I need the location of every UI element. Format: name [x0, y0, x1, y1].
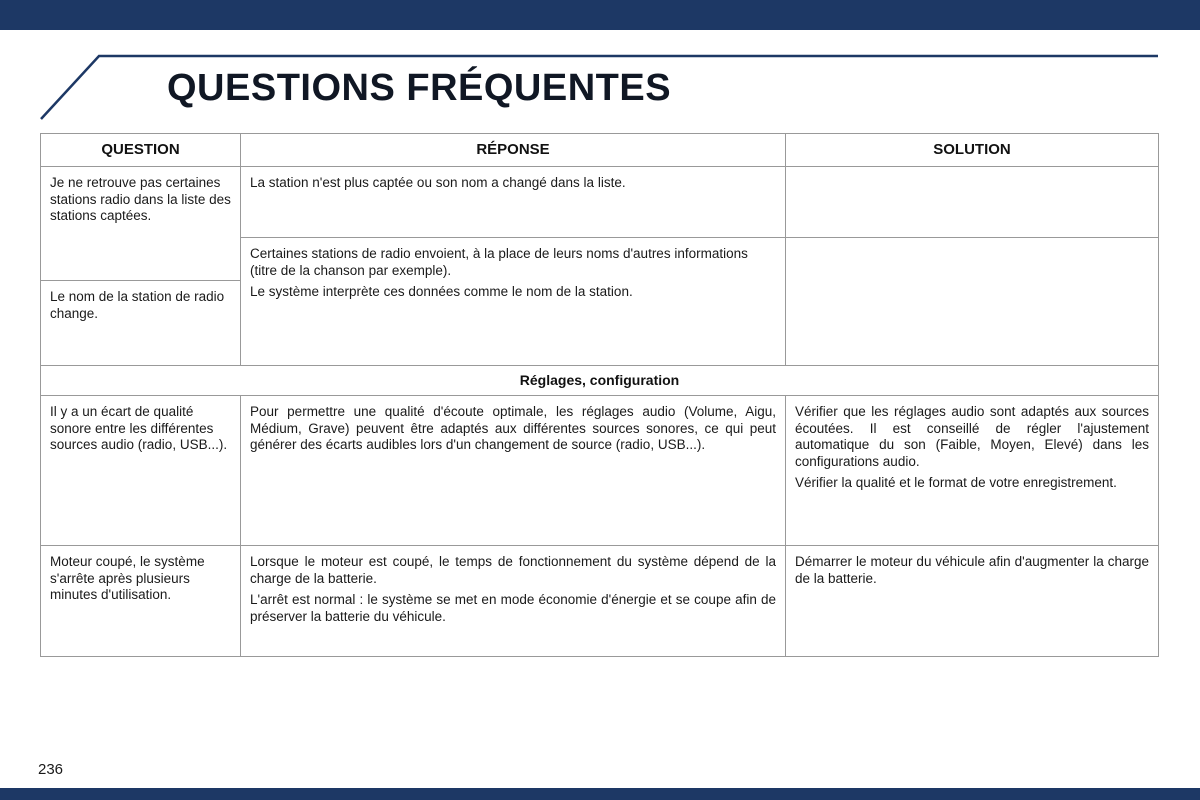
solution-paragraph: Vérifier la qualité et le format de votre enregistrement.	[795, 475, 1117, 490]
response-paragraph: L'arrêt est normal : le système se met en mode économie d'énergie et se coupe afin de préserver la batterie du véhicule.	[250, 592, 776, 624]
solution-paragraph: Vérifier que les réglages audio sont adaptés aux sources écoutées. Il est conseillé de régler l'ajustement automatique du son (Faible, Moyen, Elevé) dans les configurations audio.	[795, 404, 1149, 469]
section-header: Réglages, configuration	[41, 366, 1158, 396]
response-cell	[241, 546, 786, 656]
page-title: QUESTIONS FRÉQUENTES	[167, 67, 672, 109]
response-cell: Pour permettre une qualité d'écoute optimale, les réglages audio (Volume, Aigu, Médium, Grave) peuvent être adaptés aux différentes sources sonores, ce qui peut générer des écarts audibles lors d'un changement de source (radio, USB...).	[241, 396, 786, 545]
response-paragraph: Certaines stations de radio envoient, à la place de leurs noms d'autres informations (titre de la chanson par exemple).	[250, 246, 748, 278]
column-header-response: RÉPONSE	[241, 134, 786, 166]
table-row	[41, 546, 1158, 656]
solution-column	[786, 167, 1158, 365]
faq-table	[40, 133, 1159, 657]
bottom-bar	[0, 788, 1200, 800]
table-row	[41, 396, 1158, 546]
response-cell	[241, 238, 785, 365]
solution-cell	[786, 167, 1158, 238]
response-cell: La station n'est plus captée ou son nom a changé dans la liste.	[241, 167, 785, 238]
solution-cell	[786, 238, 1158, 365]
solution-cell: Démarrer le moteur du véhicule afin d'augmenter la charge de la batterie.	[795, 554, 1149, 586]
question-cell: Je ne retrouve pas certaines stations radio dans la liste des stations captées.	[41, 167, 240, 281]
response-paragraph: Le système interprète ces données comme le nom de la station.	[250, 284, 633, 299]
solution-cell	[786, 396, 1158, 545]
question-cell: Le nom de la station de radio change.	[50, 289, 225, 321]
column-header-solution: SOLUTION	[933, 140, 1011, 158]
response-paragraph: Lorsque le moteur est coupé, le temps de fonctionnement du système dépend de la charge de la batterie.	[250, 554, 776, 586]
question-cell: Il y a un écart de qualité sonore entre les différentes sources audio (radio, USB...).	[41, 396, 241, 545]
page-number: 236	[38, 761, 64, 778]
question-column	[41, 167, 241, 365]
table-header-row	[41, 134, 1158, 167]
question-cell: Moteur coupé, le système s'arrête après plusieurs minutes d'utilisation.	[41, 546, 241, 656]
top-bar	[0, 0, 1200, 30]
table-group-radio	[41, 167, 1158, 366]
response-column	[241, 167, 786, 365]
column-header-question: QUESTION	[41, 134, 241, 166]
